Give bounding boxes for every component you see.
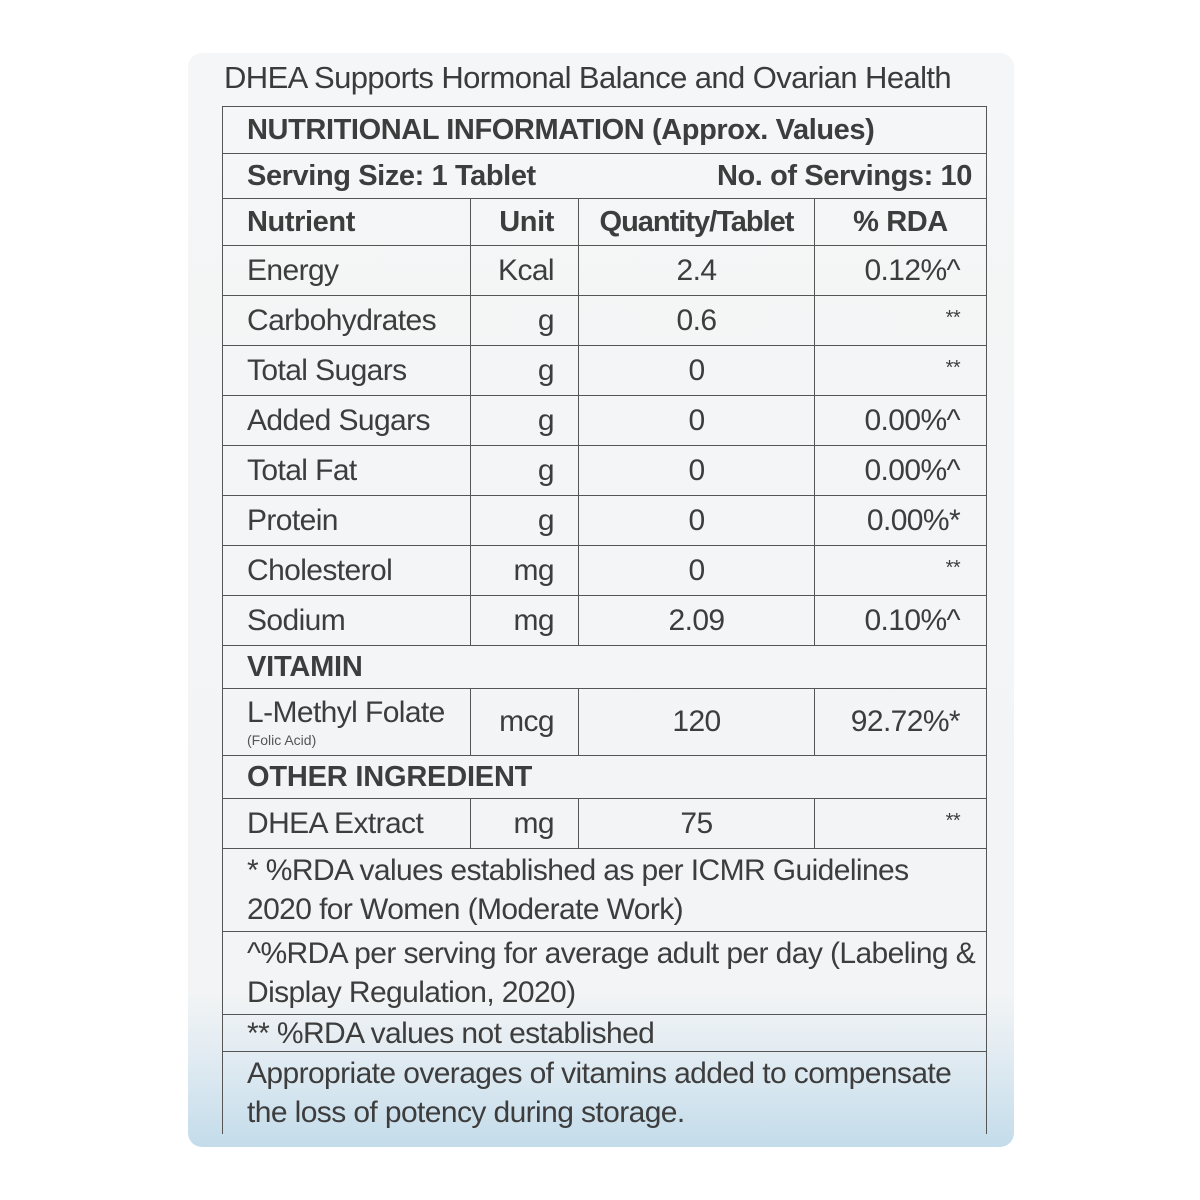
nutrient-unit: g	[471, 496, 579, 546]
nutrient-unit: mcg	[471, 689, 579, 756]
other-ingredient-heading: OTHER INGREDIENT	[223, 756, 987, 799]
table-row	[223, 446, 987, 496]
nutrient-name: DHEA Extract	[223, 799, 471, 849]
table-row	[223, 799, 987, 849]
header-unit: Unit	[471, 199, 579, 246]
nutrient-rda: 0.00%*	[815, 496, 987, 546]
nutrient-quantity: 0	[579, 496, 815, 546]
header-nutrient: Nutrient	[223, 199, 471, 246]
serving-size: Serving Size: 1 Tablet	[247, 159, 536, 192]
nutrient-rda: 0.00%^	[815, 396, 987, 446]
nutrient-name: Cholesterol	[223, 546, 471, 596]
nutrient-quantity: 2.09	[579, 596, 815, 646]
nutrient-rda: **	[945, 306, 961, 329]
nutrient-unit: g	[471, 396, 579, 446]
nutrient-quantity: 0	[579, 396, 815, 446]
column-headers	[223, 199, 987, 246]
nutrient-unit: mg	[471, 596, 579, 646]
nutrient-name	[223, 689, 471, 756]
nutrient-rda: **	[945, 356, 961, 379]
table-row	[223, 596, 987, 646]
nutrient-name: Carbohydrates	[223, 296, 471, 346]
nutrient-rda: 0.00%^	[815, 446, 987, 496]
nutrient-quantity: 0	[579, 546, 815, 596]
footnote-regulation: ^%RDA per serving for average adult per day (Labeling & Display Regulation, 2020)	[223, 932, 987, 1015]
nutrient-unit: g	[471, 346, 579, 396]
vitamin-subname: (Folic Acid)	[247, 732, 317, 748]
servings-count: No. of Servings: 10	[716, 159, 973, 192]
nutrient-name: Protein	[223, 496, 471, 546]
footnote-icmr: * %RDA values established as per ICMR Guidelines 2020 for Women (Moderate Work)	[223, 849, 987, 932]
nutrient-rda: 0.12%^	[815, 246, 987, 296]
nutrient-rda: 0.10%^	[815, 596, 987, 646]
vitamin-name: L-Methyl Folate	[247, 696, 445, 729]
nutrient-name: Energy	[223, 246, 471, 296]
footnote-not-established: ** %RDA values not established	[223, 1015, 987, 1052]
nutrient-quantity: 0.6	[579, 296, 815, 346]
table-row	[223, 689, 987, 756]
table-row	[223, 246, 987, 296]
table-row	[223, 546, 987, 596]
nutrient-rda: 92.72%*	[815, 689, 987, 756]
table-row	[223, 346, 987, 396]
nutrient-unit: g	[471, 446, 579, 496]
nutrient-name: Added Sugars	[223, 396, 471, 446]
nutrient-quantity: 0	[579, 446, 815, 496]
serving-info	[223, 154, 987, 199]
nutrient-unit: mg	[471, 799, 579, 849]
product-headline: DHEA Supports Hormonal Balance and Ovarian Health	[224, 60, 952, 95]
nutrient-name: Sodium	[223, 596, 471, 646]
nutrient-name: Total Sugars	[223, 346, 471, 396]
nutrition-table	[222, 106, 987, 1134]
nutrient-unit: mg	[471, 546, 579, 596]
nutrient-unit: Kcal	[471, 246, 579, 296]
header-rda: % RDA	[815, 199, 987, 246]
vitamin-section-heading: VITAMIN	[223, 646, 987, 689]
table-row	[223, 396, 987, 446]
nutrient-unit: g	[471, 296, 579, 346]
nutrient-name: Total Fat	[223, 446, 471, 496]
nutrient-quantity: 120	[579, 689, 815, 756]
table-title: NUTRITIONAL INFORMATION (Approx. Values)	[223, 107, 987, 154]
nutrient-rda: **	[945, 556, 961, 579]
nutrient-quantity: 2.4	[579, 246, 815, 296]
nutrient-quantity: 75	[579, 799, 815, 849]
table-row	[223, 496, 987, 546]
nutrient-rda: **	[945, 809, 961, 832]
footnote-overages: Appropriate overages of vitamins added to compensate the loss of potency during storage.	[223, 1052, 987, 1135]
nutrient-quantity: 0	[579, 346, 815, 396]
header-quantity: Quantity/Tablet	[579, 199, 815, 246]
table-row	[223, 296, 987, 346]
